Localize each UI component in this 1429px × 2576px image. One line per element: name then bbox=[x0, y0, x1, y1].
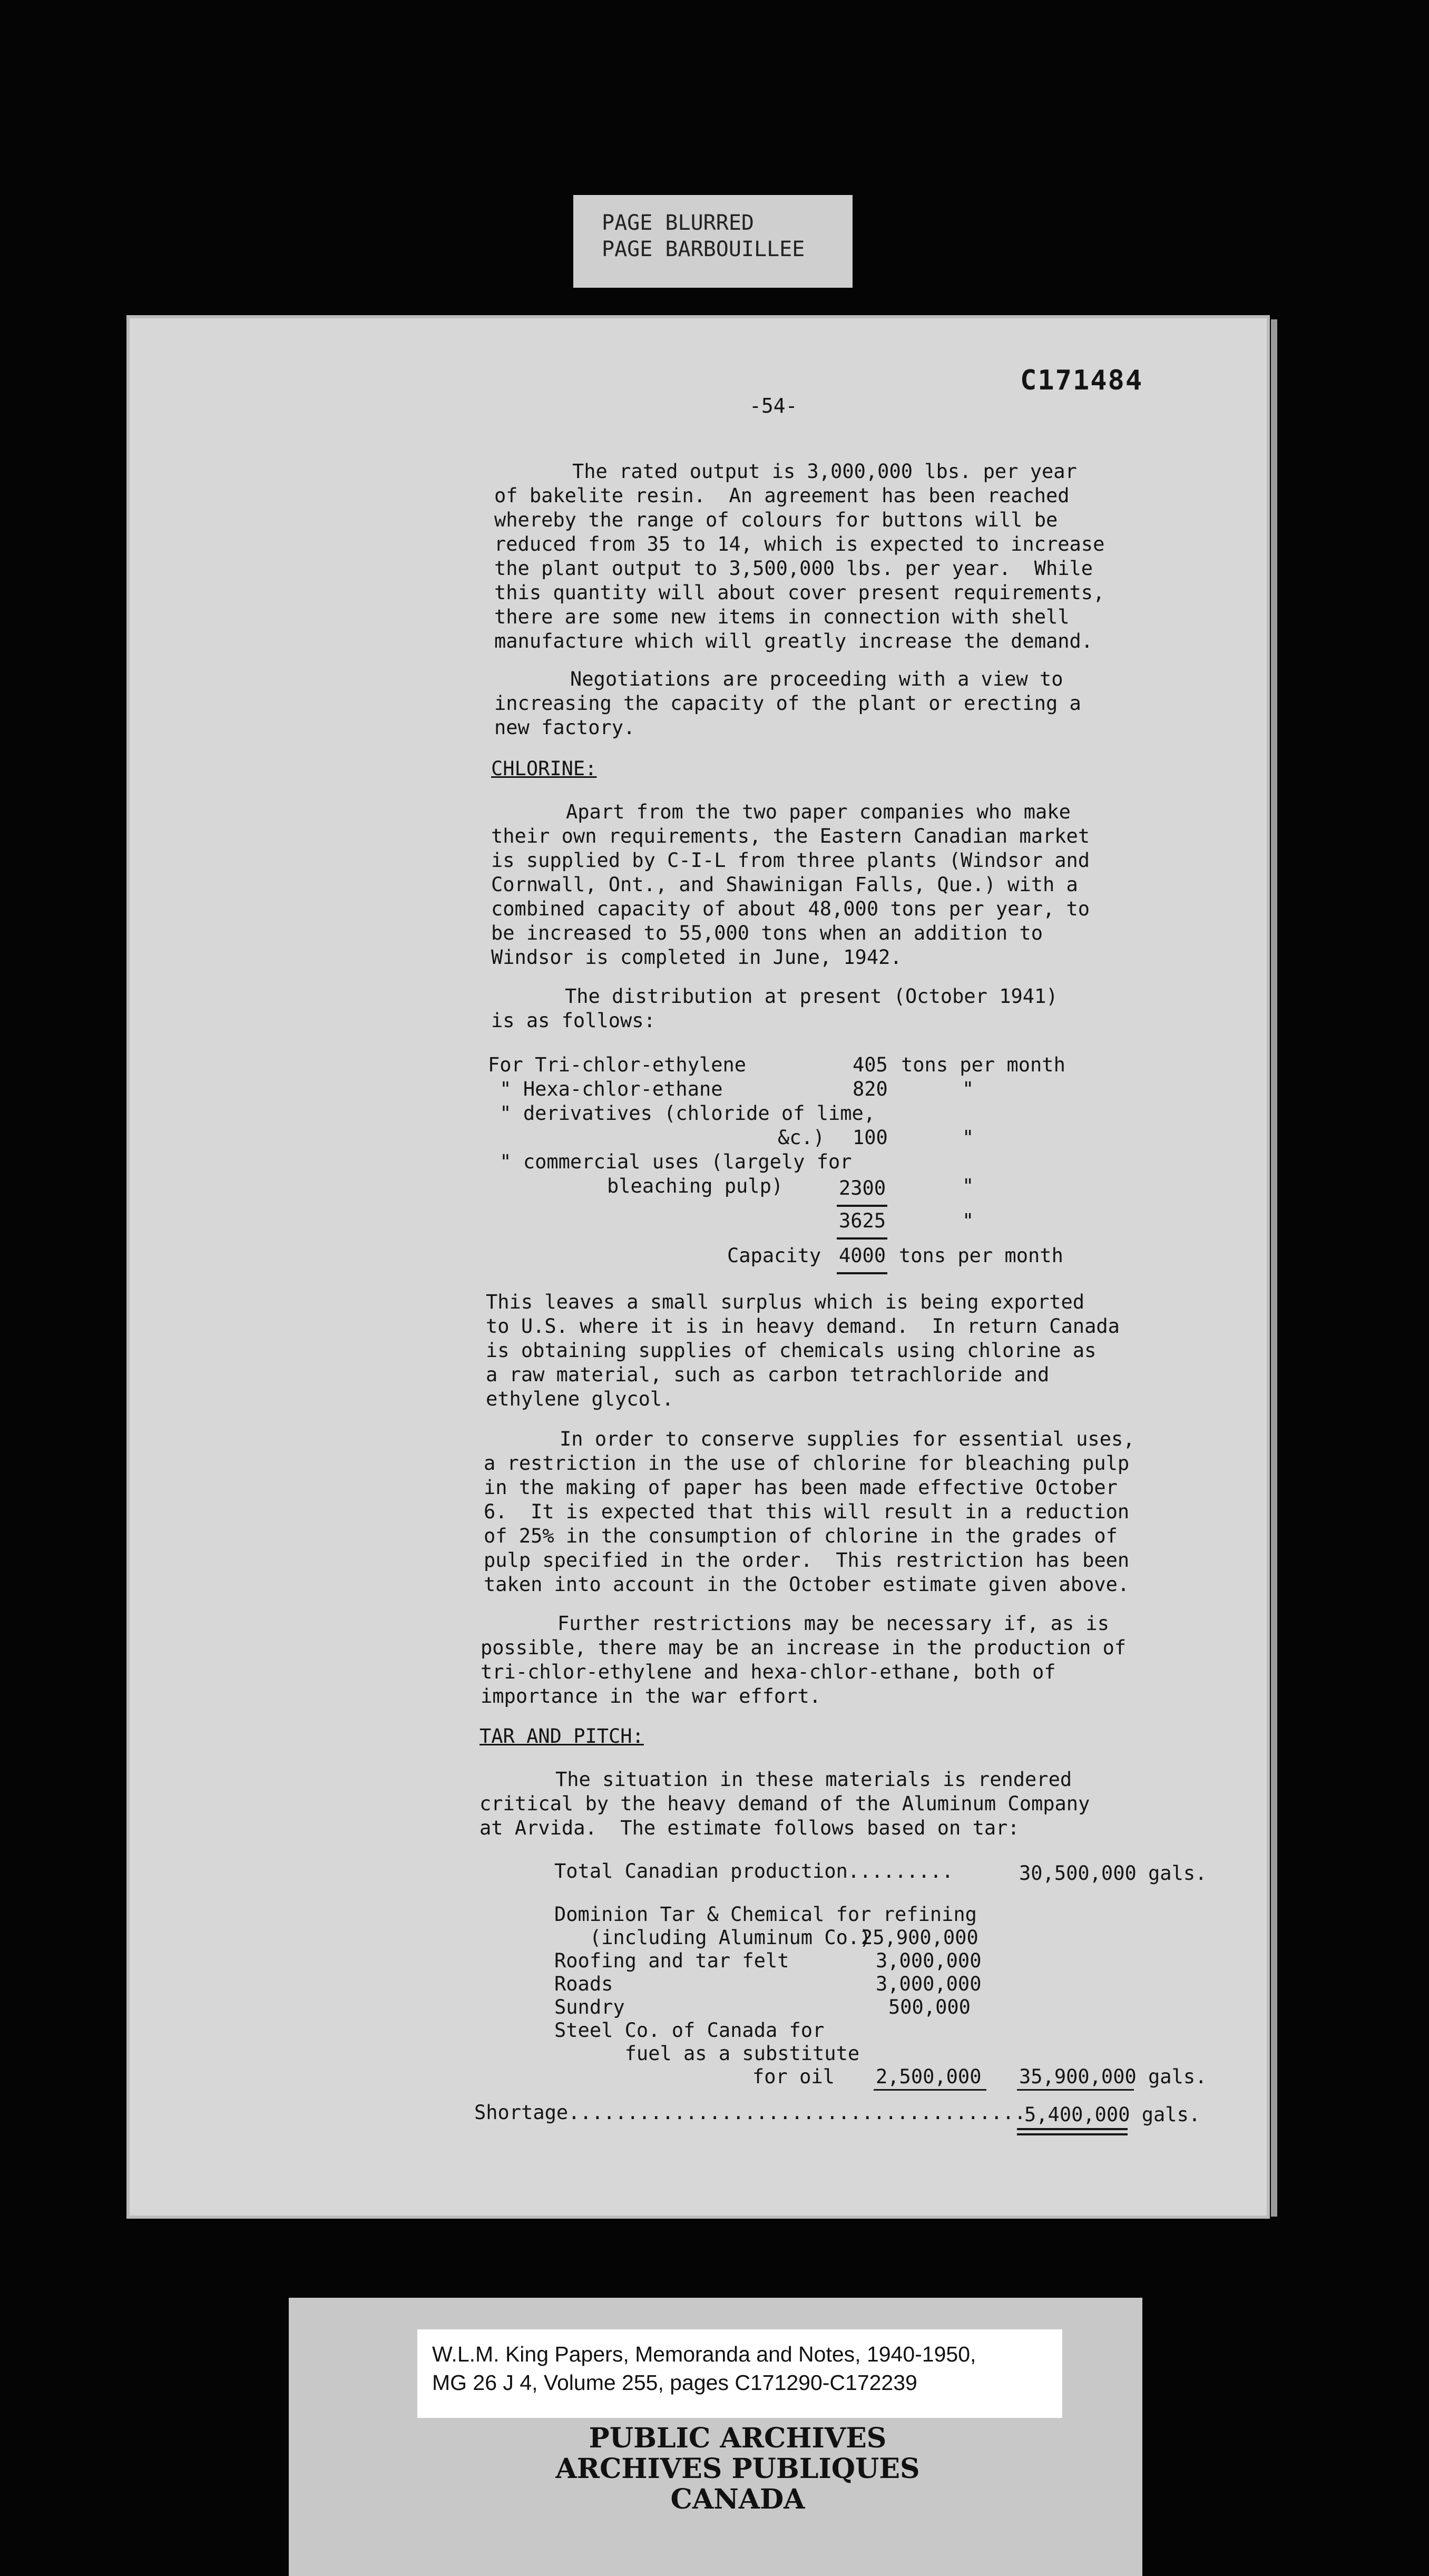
text-line: is as follows: bbox=[491, 1009, 655, 1032]
text-line: taken into account in the October estimate given above. bbox=[484, 1573, 1130, 1596]
blur-label-french: PAGE BARBOUILLEE bbox=[602, 237, 805, 261]
tar-use-value: 25,900,000 bbox=[861, 1926, 978, 1949]
text-line: reduced from 35 to 14, which is expected to increase bbox=[494, 533, 1105, 555]
blur-label-english: PAGE BLURRED bbox=[602, 211, 754, 235]
page-number: -54- bbox=[749, 394, 798, 417]
tar-total-value: 30,500,000 gals. bbox=[1019, 1862, 1207, 1885]
text-line: combined capacity of about 48,000 tons per year, to bbox=[491, 897, 1090, 920]
citation-line: MG 26 J 4, Volume 255, pages C171290-C172239 bbox=[432, 2370, 917, 2395]
document-reference-number: C171484 bbox=[1020, 365, 1143, 396]
sum-rule bbox=[837, 1205, 887, 1207]
tar-use-label: Sundry bbox=[554, 1996, 625, 2018]
document-page bbox=[126, 315, 1270, 2219]
distribution-label: For Tri-chlor-ethylene bbox=[488, 1053, 747, 1076]
capacity-unit: tons per month bbox=[899, 1244, 1063, 1267]
text-line: tri-chlor-ethylene and hexa-chlor-ethane, both of bbox=[481, 1661, 1056, 1683]
tar-use-label: (including Aluminum Co.) bbox=[554, 1926, 872, 1949]
text-line: Apart from the two paper companies who make bbox=[566, 801, 1071, 823]
distribution-label: " derivatives (chloride of lime, bbox=[488, 1102, 876, 1125]
text-line: this quantity will about cover present requirements, bbox=[494, 581, 1105, 604]
sum-rule bbox=[837, 1237, 887, 1240]
text-line: be increased to 55,000 tons when an addition to bbox=[491, 922, 1043, 944]
distribution-value: 100 bbox=[853, 1126, 888, 1149]
capacity-label: Capacity bbox=[727, 1244, 821, 1267]
distribution-total-value: 3625 bbox=[839, 1209, 886, 1232]
distribution-unit: tons per month bbox=[901, 1053, 1065, 1076]
text-line: pulp specified in the order. This restriction has been bbox=[484, 1549, 1130, 1572]
sum-rule bbox=[837, 1272, 887, 1274]
document-content bbox=[126, 315, 1270, 2219]
text-line: to U.S. where it is in heavy demand. In return Canada bbox=[486, 1315, 1120, 1338]
text-line: a raw material, such as carbon tetrachloride and bbox=[486, 1363, 1050, 1386]
distribution-unit: " bbox=[962, 1126, 974, 1149]
text-line: Negotiations are proceeding with a view to bbox=[570, 668, 1063, 690]
text-line: manufacture which will greatly increase the demand. bbox=[494, 630, 1093, 652]
underline-rule bbox=[1017, 2089, 1134, 2091]
tar-use-label: Roads bbox=[554, 1973, 613, 1995]
section-heading-tar-and-pitch: TAR AND PITCH: bbox=[479, 1725, 644, 1748]
distribution-total-unit: " bbox=[962, 1209, 974, 1232]
distribution-label: " commercial uses (largely for bbox=[488, 1150, 852, 1173]
tar-use-label: Steel Co. of Canada for bbox=[554, 2019, 825, 2042]
distribution-label: bleaching pulp) bbox=[607, 1175, 784, 1197]
text-line: whereby the range of colours for buttons will be bbox=[494, 509, 1058, 531]
text-line: importance in the war effort. bbox=[481, 1685, 821, 1707]
citation-line: W.L.M. King Papers, Memoranda and Notes, 1940-1950, bbox=[432, 2342, 976, 2366]
text-line: the plant output to 3,500,000 lbs. per year. While bbox=[494, 557, 1093, 580]
text-line: new factory. bbox=[494, 716, 635, 739]
page-edge bbox=[1271, 319, 1277, 2217]
stamp-line-english: PUBLIC ARCHIVES bbox=[589, 2422, 887, 2454]
page-blurred-label bbox=[573, 195, 853, 288]
capacity-value: 4000 bbox=[839, 1244, 886, 1267]
stamp-line-french: ARCHIVES PUBLIQUES bbox=[555, 2453, 920, 2485]
distribution-value: 820 bbox=[853, 1078, 888, 1100]
distribution-value: 405 bbox=[853, 1053, 888, 1076]
tar-use-label: fuel as a substitute bbox=[554, 2042, 860, 2065]
text-line: This leaves a small surplus which is being exported bbox=[486, 1291, 1085, 1313]
distribution-unit: " bbox=[962, 1175, 974, 1197]
tar-use-label: Dominion Tar & Chemical for refining bbox=[554, 1903, 977, 1926]
double-underline-rule bbox=[1017, 2133, 1128, 2135]
tar-use-label: for oil bbox=[752, 2065, 835, 2088]
distribution-label: " Hexa-chlor-ethane bbox=[488, 1078, 723, 1100]
text-line: is supplied by C-I-L from three plants (Windsor and bbox=[491, 849, 1090, 872]
text-line: at Arvida. The estimate follows based on tar: bbox=[479, 1817, 1020, 1839]
public-archives-stamp bbox=[527, 2423, 948, 2515]
shortage-value: 5,400,000 gals. bbox=[1024, 2103, 1201, 2126]
tar-use-value: 3,000,000 bbox=[876, 1973, 982, 1995]
text-line: in the making of paper has been made effective October bbox=[484, 1476, 1118, 1499]
text-line: The distribution at present (October 1941) bbox=[565, 985, 1058, 1008]
distribution-label: &c.) bbox=[778, 1126, 825, 1149]
tar-use-value: 500,000 bbox=[888, 1996, 971, 2018]
tar-use-label: Roofing and tar felt bbox=[554, 1949, 789, 1972]
text-line: The rated output is 3,000,000 lbs. per year bbox=[572, 460, 1077, 483]
text-line: In order to conserve supplies for essential uses, bbox=[560, 1428, 1135, 1450]
text-line: ethylene glycol. bbox=[486, 1388, 674, 1410]
tar-subtotal-value: 35,900,000 gals. bbox=[1019, 2065, 1207, 2088]
text-line: there are some new items in connection with shell bbox=[494, 606, 1070, 628]
text-line: of 25% in the consumption of chlorine in the grades of bbox=[484, 1525, 1118, 1547]
text-line: 6. It is expected that this will result in a reduction bbox=[484, 1500, 1130, 1523]
collection-citation-label bbox=[417, 2329, 1062, 2418]
distribution-value: 2300 bbox=[839, 1177, 886, 1199]
text-line: is obtaining supplies of chemicals using chlorine as bbox=[486, 1339, 1097, 1362]
distribution-unit: " bbox=[962, 1078, 974, 1100]
text-line: Cornwall, Ont., and Shawinigan Falls, Que.) with a bbox=[491, 873, 1078, 896]
tar-use-value: 3,000,000 bbox=[876, 1949, 982, 1972]
text-line: their own requirements, the Eastern Canadian market bbox=[491, 825, 1090, 847]
tar-use-value: 2,500,000 bbox=[876, 2065, 982, 2088]
text-line: of bakelite resin. An agreement has been reached bbox=[494, 484, 1070, 507]
text-line: Windsor is completed in June, 1942. bbox=[491, 946, 902, 969]
text-line: The situation in these materials is rendered bbox=[555, 1768, 1072, 1791]
underline-rule bbox=[874, 2089, 986, 2091]
tar-total-label: Total Canadian production......... bbox=[554, 1860, 954, 1882]
text-line: increasing the capacity of the plant or erecting a bbox=[494, 692, 1081, 715]
double-underline-rule bbox=[1017, 2128, 1128, 2130]
text-line: possible, there may be an increase in the production of bbox=[481, 1636, 1127, 1659]
text-line: a restriction in the use of chlorine for bleaching pulp bbox=[484, 1452, 1130, 1475]
text-line: critical by the heavy demand of the Aluminum Company bbox=[479, 1792, 1090, 1815]
shortage-label: Shortage....................................... bbox=[474, 2101, 1026, 2124]
section-heading-chlorine: CHLORINE: bbox=[491, 757, 597, 780]
text-line: Further restrictions may be necessary if, as is bbox=[557, 1612, 1109, 1635]
stamp-line-country: CANADA bbox=[670, 2483, 805, 2515]
